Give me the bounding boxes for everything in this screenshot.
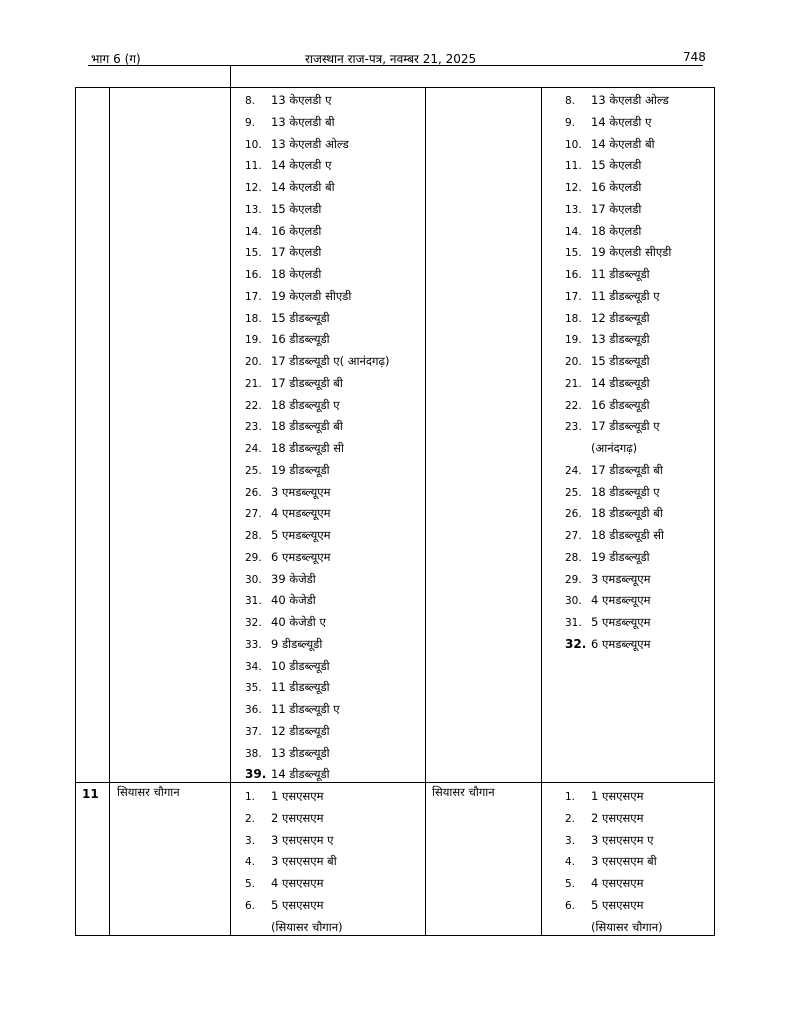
list-item <box>565 155 641 175</box>
list-item <box>565 112 651 132</box>
item-number: 13. <box>565 203 582 216</box>
item-text: 18 डीडब्ल्यूडी ए <box>271 397 340 412</box>
item-number: 4. <box>565 856 576 869</box>
table-border-left <box>75 87 76 936</box>
item-text: 13 केएलडी ए <box>271 93 332 107</box>
item-number: 12. <box>565 182 582 194</box>
list-item <box>245 482 331 502</box>
item-text: 5 एसएसएम <box>591 897 644 912</box>
item-number: 33. <box>245 638 262 651</box>
item-text: 14 केएलडी ए <box>591 114 652 129</box>
list-item <box>245 634 322 654</box>
item-number: 36. <box>245 704 262 716</box>
list-item <box>565 373 650 393</box>
item-text: 17 केएलडी <box>271 245 322 260</box>
item-number: 19. <box>565 334 582 347</box>
item-text: 3 एसएसएम ए <box>271 832 334 847</box>
list-item <box>245 895 323 915</box>
item-number: 9. <box>565 116 576 129</box>
list-item <box>245 90 331 110</box>
list-item <box>245 547 331 567</box>
item-text: 13 केएलडी बी <box>271 114 335 129</box>
item-text: 16 डीडब्ल्यूडी <box>591 397 650 412</box>
item-text: 40 केजेडी ए <box>271 615 326 629</box>
item-text: 4 एमडब्ल्यूएम <box>591 593 651 608</box>
item-text: 14 केएलडी ए <box>271 158 332 173</box>
item-text: 39 केजेडी <box>271 571 316 586</box>
item-number: 20. <box>565 356 582 368</box>
item-text: 11 डीडब्ल्यूडी ए <box>591 288 660 303</box>
item-number: 23. <box>245 421 262 434</box>
item-number: 27. <box>565 530 582 542</box>
list-item <box>565 308 650 328</box>
list-item <box>245 677 330 697</box>
item-number: 5. <box>565 878 576 890</box>
item-number: 27. <box>245 508 262 521</box>
item-text: 1 एसएसएम <box>591 789 644 803</box>
old-area-name: सियासर चौगान <box>117 785 180 799</box>
list-item <box>565 590 651 610</box>
item-number: 29. <box>565 573 582 586</box>
item-text: (सियासर चौगान) <box>591 919 663 934</box>
item-text: 13 डीडब्ल्यूडी <box>591 332 650 347</box>
item-number: 32. <box>245 617 262 629</box>
item-text: 11 डीडब्ल्यूडी <box>271 680 330 695</box>
row-serial-number: 11 <box>82 787 99 801</box>
list-item <box>245 221 321 241</box>
table-divider-1 <box>109 87 110 936</box>
list-item <box>565 460 663 480</box>
item-text: 3 एसएसएम बी <box>271 854 337 869</box>
item-text: 2 एसएसएम <box>591 810 644 825</box>
list-item <box>245 416 343 436</box>
item-text: 14 डीडब्ल्यूडी <box>591 375 650 390</box>
item-number: 35. <box>245 682 262 695</box>
item-text: 1 एसएसएम <box>271 789 324 803</box>
item-text: 6 एमडब्ल्यूएम <box>271 549 331 564</box>
list-item <box>565 873 643 893</box>
list-item <box>565 503 663 523</box>
item-text: 18 डीडब्ल्यूडी बी <box>271 419 343 434</box>
item-text: 4 एसएसएम <box>591 876 644 890</box>
item-text: 4 एसएसएम <box>271 876 324 890</box>
item-number: 13. <box>245 203 262 216</box>
list-item <box>245 525 331 545</box>
item-number: 18. <box>565 312 582 325</box>
table-divider-4 <box>541 87 542 936</box>
item-number: 22. <box>245 399 262 412</box>
item-text: 14 केएलडी बी <box>591 136 655 151</box>
item-number: 31. <box>245 595 262 608</box>
item-text: 3 एसएसएम ए <box>591 832 654 847</box>
item-text: 18 डीडब्ल्यूडी बी <box>591 506 663 521</box>
item-text: 2 एसएसएम <box>271 810 324 825</box>
item-number: 37. <box>245 725 262 738</box>
item-number: 14. <box>245 225 262 238</box>
list-item <box>245 569 316 589</box>
item-number: 15. <box>245 247 262 260</box>
list-item <box>565 917 663 937</box>
item-number: 18. <box>245 312 262 325</box>
item-number: 6. <box>565 899 576 912</box>
item-number: 31. <box>565 617 582 629</box>
list-item <box>245 503 331 523</box>
page-number: 748 <box>683 50 706 64</box>
list-item <box>245 329 330 349</box>
item-number: 25. <box>245 464 262 477</box>
item-text: 3 एमडब्ल्यूएम <box>591 571 651 586</box>
item-number: 11. <box>565 160 582 173</box>
item-text: 19 डीडब्ल्यूडी <box>271 462 330 477</box>
item-number: 10. <box>245 138 262 151</box>
item-number: 3. <box>565 834 576 847</box>
item-text: 4 एमडब्ल्यूएम <box>271 506 331 521</box>
item-text: 17 डीडब्ल्यूडी ए( आनंदगढ़) <box>271 354 390 368</box>
list-item <box>565 177 641 197</box>
list-item <box>565 895 643 915</box>
item-text: 11 डीडब्ल्यूडी <box>591 267 650 281</box>
item-number: 6. <box>245 899 256 912</box>
list-item <box>245 264 321 284</box>
item-text: 19 केएलडी सीएडी <box>271 288 352 303</box>
list-item <box>565 830 654 850</box>
list-item <box>245 460 330 480</box>
item-number: 24. <box>565 464 582 477</box>
item-text: 15 डीडब्ल्यूडी <box>591 354 650 368</box>
item-number: 22. <box>565 399 582 412</box>
item-text: 15 डीडब्ल्यूडी <box>271 310 330 325</box>
item-text: 9 डीडब्ल्यूडी <box>271 636 323 651</box>
item-text: 16 केएलडी <box>271 223 322 238</box>
list-item <box>245 438 344 458</box>
list-item <box>245 699 340 719</box>
item-text: 13 केएलडी ओल्ड <box>591 93 669 107</box>
list-item <box>245 112 335 132</box>
item-number: 17. <box>565 290 582 303</box>
table-top-border <box>75 87 715 88</box>
item-number: 32. <box>565 636 587 651</box>
item-number: 4. <box>245 856 256 869</box>
item-text: 17 डीडब्ल्यूडी ए <box>591 419 660 434</box>
list-item <box>245 395 340 415</box>
item-number: 8. <box>245 95 256 107</box>
list-item <box>245 177 335 197</box>
list-item <box>245 134 349 154</box>
part-label: भाग 6 (ग) <box>91 52 141 66</box>
list-item <box>565 569 651 589</box>
list-item <box>565 134 655 154</box>
item-text: (आनंदगढ़) <box>591 441 638 455</box>
item-number: 12. <box>245 182 262 194</box>
row-separator <box>75 782 715 783</box>
list-item <box>565 634 651 654</box>
item-text: 17 केएलडी <box>591 201 642 216</box>
item-number: 8. <box>565 95 576 107</box>
list-item <box>245 199 321 219</box>
item-number: 2. <box>565 812 576 825</box>
list-item <box>565 286 660 306</box>
list-item <box>565 264 650 284</box>
list-item <box>565 242 671 262</box>
item-text: 14 केएलडी बी <box>271 180 335 194</box>
item-number: 30. <box>245 573 262 586</box>
item-number: 28. <box>245 530 262 542</box>
item-number: 23. <box>565 421 582 434</box>
item-text: 19 डीडब्ल्यूडी <box>591 549 650 564</box>
item-text: 3 एसएसएम बी <box>591 854 657 869</box>
list-item <box>565 525 664 545</box>
item-text: 14 डीडब्ल्यूडी <box>271 767 330 782</box>
list-item <box>245 286 351 306</box>
list-item <box>245 242 321 262</box>
item-number: 1. <box>245 791 256 803</box>
list-item <box>245 308 330 328</box>
item-text: 18 डीडब्ल्यूडी ए <box>591 484 660 499</box>
item-number: 15. <box>565 247 582 260</box>
item-number: 34. <box>245 660 262 673</box>
list-item <box>565 547 650 567</box>
item-text: 16 डीडब्ल्यूडी <box>271 332 330 347</box>
list-item <box>565 416 660 436</box>
list-item <box>565 612 651 632</box>
list-item <box>565 351 650 371</box>
item-text: 18 केएलडी <box>271 267 322 281</box>
item-text: 5 एसएसएम <box>271 897 324 912</box>
item-text: (सियासर चौगान) <box>271 919 343 934</box>
list-item <box>565 786 643 806</box>
list-item <box>565 482 660 502</box>
item-number: 1. <box>565 791 576 803</box>
item-number: 39. <box>245 767 267 782</box>
table-divider-3 <box>425 87 426 936</box>
item-text: 5 एमडब्ल्यूएम <box>271 528 331 542</box>
list-item <box>245 851 337 871</box>
item-text: 11 डीडब्ल्यूडी ए <box>271 702 340 716</box>
new-area-name: सियासर चौगान <box>432 785 495 799</box>
list-item <box>565 199 641 219</box>
item-number: 17. <box>245 290 262 303</box>
item-number: 26. <box>245 486 262 499</box>
item-text: 18 डीडब्ल्यूडी सी <box>591 528 665 542</box>
item-number: 24. <box>245 443 262 455</box>
item-number: 21. <box>245 377 262 390</box>
item-text: 40 केजेडी <box>271 593 316 608</box>
list-item <box>565 329 650 349</box>
item-text: 10 डीडब्ल्यूडी <box>271 658 330 673</box>
item-text: 18 केएलडी <box>591 223 642 238</box>
list-item <box>245 612 326 632</box>
list-item <box>245 743 330 763</box>
list-item <box>565 808 643 828</box>
item-text: 17 डीडब्ल्यूडी बी <box>271 375 343 390</box>
item-number: 20. <box>245 356 262 368</box>
list-item <box>245 351 389 371</box>
item-number: 26. <box>565 508 582 521</box>
item-number: 16. <box>245 269 262 281</box>
item-number: 10. <box>565 138 582 151</box>
list-item <box>565 395 650 415</box>
list-item <box>565 851 657 871</box>
list-item <box>245 917 343 937</box>
item-text: 12 डीडब्ल्यूडी <box>591 310 650 325</box>
item-number: 29. <box>245 551 262 564</box>
table-divider-2 <box>230 65 231 936</box>
item-number: 21. <box>565 377 582 390</box>
item-text: 15 केएलडी <box>591 158 642 173</box>
item-text: 6 एमडब्ल्यूएम <box>591 636 651 651</box>
list-item <box>565 221 641 241</box>
item-number: 38. <box>245 747 262 760</box>
item-number: 9. <box>245 116 256 129</box>
item-text: 18 डीडब्ल्यूडी सी <box>271 441 345 455</box>
list-item <box>245 873 323 893</box>
item-text: 3 एमडब्ल्यूएम <box>271 484 331 499</box>
list-item <box>245 155 331 175</box>
item-number: 19. <box>245 334 262 347</box>
item-number: 30. <box>565 595 582 608</box>
item-text: 16 केएलडी <box>591 180 642 194</box>
list-item <box>245 808 323 828</box>
item-text: 13 केएलडी ओल्ड <box>271 136 349 151</box>
list-item <box>245 786 323 806</box>
list-item <box>565 438 637 458</box>
item-text: 19 केएलडी सीएडी <box>591 245 672 260</box>
list-item <box>245 721 330 741</box>
item-number: 14. <box>565 225 582 238</box>
item-number: 2. <box>245 812 256 825</box>
item-number: 28. <box>565 551 582 564</box>
list-item <box>245 590 316 610</box>
item-number: 11. <box>245 160 262 173</box>
item-number: 25. <box>565 486 582 499</box>
item-text: 13 डीडब्ल्यूडी <box>271 745 330 760</box>
list-item <box>565 90 669 110</box>
item-text: 12 डीडब्ल्यूडी <box>271 723 330 738</box>
header-rule <box>88 65 703 66</box>
item-text: 17 डीडब्ल्यूडी बी <box>591 462 663 477</box>
list-item <box>245 764 330 784</box>
item-text: 5 एमडब्ल्यूएम <box>591 615 651 629</box>
list-item <box>245 373 343 393</box>
list-item <box>245 830 334 850</box>
table-border-right <box>714 87 715 936</box>
gazette-title: राजस्थान राज-पत्र, नवम्बर 21, 2025 <box>305 52 477 66</box>
item-number: 5. <box>245 878 256 890</box>
item-number: 3. <box>245 834 256 847</box>
item-number: 16. <box>565 269 582 281</box>
list-item <box>245 656 330 676</box>
item-text: 15 केएलडी <box>271 201 322 216</box>
